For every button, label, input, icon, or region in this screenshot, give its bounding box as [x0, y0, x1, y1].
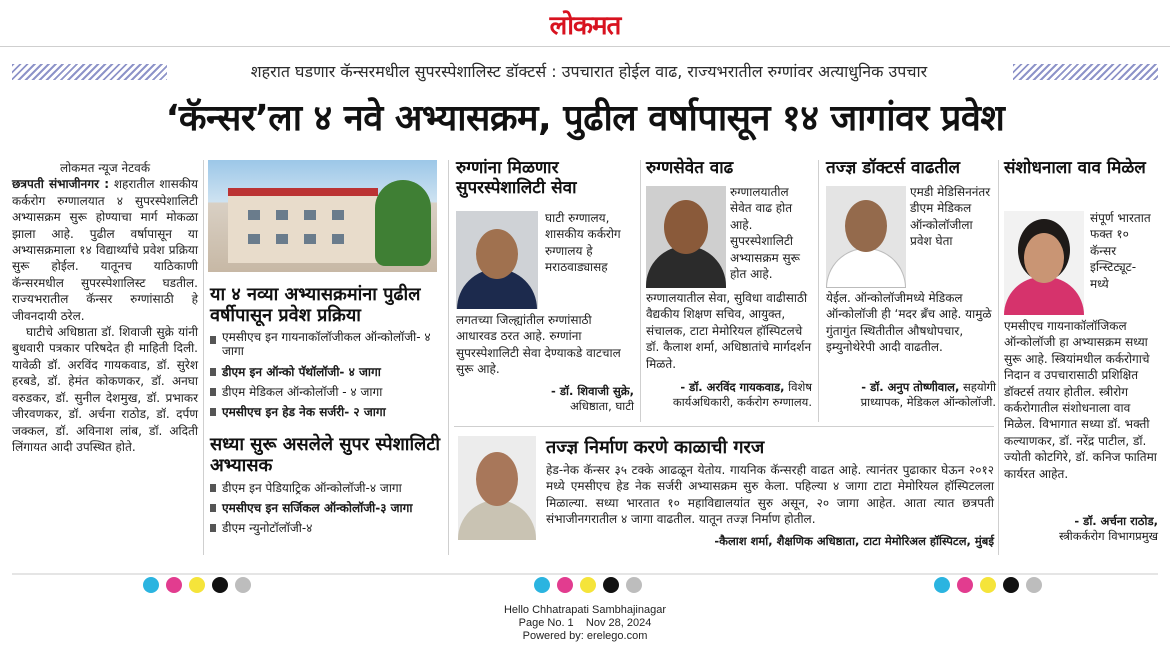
- col-b-heading: रुग्णसेवेत वाढ: [646, 158, 734, 178]
- yellow-swatch: [980, 577, 996, 593]
- lead-paragraph-1-text: शहरातील शासकीय कर्करोग रुग्णालयात ४ सुपरस्पेशालिटी अभ्यासक्रम सुरू होण्याचा मार्ग मोकळा झाला आहे. पुढील वर्षापासून या अभ्यासक्रमाला १४ विद्यार्थ्यांचे प्रवेश प्रक्रिया सुरू होईल. यातूनच याठिकाणी कॅन्सरमधील सुपरस्पेशालिस्ट घडतील. राज्यभरातील कॅन्सर रुग्णांसाठी हे जीवनदायी ठरेल.: [12, 177, 198, 323]
- face-shape: [476, 452, 518, 506]
- powered-by: Powered by: erelego.com: [522, 630, 648, 642]
- face-shape: [845, 200, 887, 252]
- page-date: Page No. 1 Nov 28, 2024: [518, 617, 652, 629]
- col-d-body: एमसीएच गायनाकॉलॉजिकल ऑन्कोलॉजी हा अभ्यासक्रम सध्या सुरू आहे. स्त्रियांमधील कर्करोगाचे निदान व उपचारासाठी प्रशिक्षित डॉक्टर्स तयार होतील. स्त्रीरोग कर्करोगातील संशोधनाला वाव मिळेल. विभागात सध्या डॉ. भक्ती कल्याणकर, डॉ. नरेंद्र पाटील, डॉ. ज्योती कोटगिरे, डॉ. कनिज फातिमा कार्यरत आहेत.: [1004, 319, 1157, 481]
- cyan-swatch: [934, 577, 950, 593]
- magenta-swatch: [957, 577, 973, 593]
- column-divider: [448, 160, 449, 555]
- cyan-swatch: [143, 577, 159, 593]
- col-d-credit-role: स्त्रीकर्करोग विभागप्रमुख: [1058, 529, 1158, 543]
- cyan-swatch: [534, 577, 550, 593]
- edition-name: Hello Chhatrapati Sambhajinagar: [503, 604, 667, 616]
- window: [304, 210, 316, 220]
- list-item: डीएम न्युनोटॉलॉजी-४: [210, 518, 444, 538]
- col-a-credit: [456, 384, 634, 414]
- col-d-credit-name: - डॉ. अर्चना राठोड,: [1074, 514, 1158, 528]
- hospital-building-photo: [208, 160, 437, 272]
- yellow-swatch: [189, 577, 205, 593]
- list-item: एमसीएच इन हेड नेक सर्जरी- २ जागा: [210, 402, 444, 422]
- list-item: एमसीएच इन गायनाकॉलॉजीकल ऑन्कोलॉजी- ४ जागा: [210, 330, 444, 362]
- list-item: डीएम इन ऑन्को पॅथॉलॉजी- ४ जागा: [210, 362, 444, 382]
- col-c-credit: [826, 380, 996, 410]
- magenta-swatch: [166, 577, 182, 593]
- window: [332, 210, 344, 220]
- kailash-sharma-photo: [458, 436, 536, 540]
- col-e-heading: तज्ज्ञ निर्माण करणे काळाची गरज: [546, 437, 765, 458]
- col-d-heading: संशोधनाला वाव मिळेल: [1004, 158, 1146, 178]
- gray-swatch: [235, 577, 251, 593]
- list-item: डीएम मेडिकल ऑन्कोलॉजी - ४ जागा: [210, 382, 444, 402]
- byline: लोकमत न्यूज नेटवर्क: [59, 161, 151, 175]
- col-a-body: लगतच्या जिल्ह्यांतील रुग्णांसाठी आधारवड ठरत आहे. रुग्णांना सुपरस्पेशालिटी सेवा देण्याकडे वाटचाल सुरू आहे.: [456, 313, 621, 377]
- column-divider: [640, 160, 641, 422]
- lead-paragraph-2: घाटीचे अधिष्ठाता डॉ. शिवाजी सुक्रे यांनी बुधवारी पत्रकार परिषदेत ही माहिती दिली. यावेळी डॉ. अरविंद गायकवाड, डॉ. सुरेश हरबडे, डॉ. हेमंत कोकणकर, डॉ. अनघा वरुडकर, डॉ. सुनील देशमुख, डॉ. प्रभाकर जीरवणकर, डॉ. अर्चना राठोड, डॉ. दर्पण जक्कल, डॉ. अविनाश लांब, डॉ. अदिती लिंगायत आदी उपस्थित होते.: [12, 325, 198, 454]
- lead-story: [12, 160, 198, 455]
- col-b-credit-name: - डॉ. अरविंद गायकवाड,: [680, 380, 785, 394]
- color-swatches-right: [934, 577, 1042, 591]
- window: [248, 210, 260, 220]
- list-item: डीएम इन पेडियाट्रिक ऑन्कोलॉजी-४ जागा: [210, 478, 444, 498]
- list-item: एमसीएच इन सर्जिकल ऑन्कोलॉजी-३ जागा: [210, 498, 444, 518]
- coat-shape: [826, 248, 906, 288]
- column-divider: [818, 160, 819, 422]
- decorative-hatch-left: [12, 64, 167, 80]
- new-courses-list: [210, 330, 444, 422]
- masthead-divider: [0, 46, 1170, 47]
- window: [332, 234, 344, 244]
- kicker: शहरात घडणार कॅन्सरमधील सुपरस्पेशालिस्ट डॉक्टर्स : उपचारात होईल वाढ, राज्यभरातील रुग्णांवर अत्याधुनिक उपचार: [250, 62, 928, 81]
- col-a-side-text: घाटी रुग्णालय, शासकीय कर्करोग रुग्णालय हे मराठवाड्यासह: [545, 211, 621, 275]
- window: [276, 234, 288, 244]
- col-d-credit: [1004, 514, 1158, 544]
- magenta-swatch: [557, 577, 573, 593]
- window: [304, 234, 316, 244]
- col-b-body: रुग्णालयातील सेवा, सुविधा वाढीसाठी वैद्यकीय शिक्षण सचिव, आयुक्त, संचालक, टाटा मेमोरियल हॉस्पिटलचे डॉ. कैलाश शर्मा, अधिष्ठातांचे मार्गदर्शन मिळते.: [646, 291, 812, 371]
- col-e-body: हेड-नेक कॅन्सर ३५ टक्के आढळून येतोय. गायनिक कॅन्सरही वाढत आहे. त्यानंतर पुढाकार घेऊन २०१२ मध्ये एमसीएच हेड नेक सर्जरी अभ्यासक्रम सुरु केला. पहिल्या ४ जागा टाटा मेमोरियल हॉस्पिटलला मिळाल्या. सध्या भारतात १० महाविद्यालयांत सुरु असून, २० जागा आहेत. आता त्यात छत्रपती संभाजीनगरातील ४ जागा वाढतील. यातून तज्ज्ञ निर्माण होतील.: [546, 463, 994, 527]
- decorative-hatch-right: [1013, 64, 1158, 80]
- col-c-credit-role: सहयोगी प्राध्यापक, मेडिकल ऑन्कोलॉजी.: [860, 380, 996, 409]
- col-a-heading: रुग्णांना मिळणार सुपरस्पेशालिटी सेवा: [456, 158, 577, 198]
- registration-line: [12, 573, 1158, 575]
- section-divider: [454, 426, 994, 427]
- current-courses-list: [210, 478, 444, 538]
- kicker-row: [12, 58, 1158, 86]
- col-b-side-text: रुग्णालयातील सेवेत वाढ होत आहे. सुपरस्पेशालिटी अभ्यासक्रम सुरू होत आहे.: [730, 185, 800, 282]
- col-a-credit-role: अधिष्ठाता, घाटी: [570, 399, 634, 413]
- col-b-credit: [646, 380, 812, 410]
- dateline: छत्रपती संभाजीनगर :: [12, 177, 109, 192]
- col-e-credit: -कैलाश शर्मा, शैक्षणिक अधिष्ठाता, टाटा मेमोरिअल हॉस्पिटल, मुंबई: [714, 534, 994, 548]
- window: [276, 210, 288, 220]
- color-swatches-center: [534, 577, 642, 591]
- headline: ‘कॅन्सर’ला ४ नवे अभ्यासक्रम, पुढील वर्षापासून १४ जागांवर प्रवेश: [165, 98, 1005, 139]
- column-divider: [203, 160, 204, 555]
- building-shape: [228, 188, 378, 263]
- yellow-swatch: [580, 577, 596, 593]
- suit-shape: [458, 500, 536, 540]
- black-swatch: [212, 577, 228, 593]
- dr-archana-rathod-photo: [1004, 211, 1084, 315]
- color-swatches-left: [143, 577, 251, 591]
- col-c-heading: तज्ज्ञ डॉक्टर्स वाढतील: [826, 158, 961, 178]
- new-courses-heading: या ४ नव्या अभ्यासक्रमांना पुढील वर्षीपासून प्रवेश प्रक्रिया: [210, 284, 421, 326]
- gray-swatch: [626, 577, 642, 593]
- col-a-credit-name: - डॉ. शिवाजी सुक्रे,: [551, 384, 634, 398]
- dr-anup-toshniwal-photo: [826, 186, 906, 288]
- black-swatch: [1003, 577, 1019, 593]
- face-shape: [476, 229, 518, 279]
- lead-paragraph-1: [12, 176, 198, 324]
- col-c-side-text: एमडी मेडिसिननंतर डीएम मेडिकल ऑन्कोलॉजीला प्रवेश घेता: [910, 185, 991, 249]
- black-swatch: [603, 577, 619, 593]
- window: [248, 234, 260, 244]
- face-shape: [1024, 233, 1064, 283]
- masthead: [0, 0, 1170, 44]
- face-shape: [664, 200, 708, 254]
- col-c-credit-name: - डॉ. अनुप तोष्णीवाल,: [861, 380, 960, 394]
- col-b-credit-role: विशेष कार्यअधिकारी, कर्करोग रुग्णालय.: [672, 380, 812, 409]
- col-c-body: येईल. ऑन्कोलॉजीमध्ये मेडिकल ऑन्कोलॉजी ही ‘मदर ब्रँच आहे. यामुळे गुंतागुंत स्थितीतील औषधोपचार, इम्युनोथेरेपी आदी वाढतील.: [826, 291, 992, 355]
- column-divider: [998, 160, 999, 555]
- tree: [375, 180, 431, 266]
- lokmat-logo: लोकमत: [549, 11, 621, 41]
- dr-arvind-gaikwad-photo: [646, 186, 726, 288]
- gray-swatch: [1026, 577, 1042, 593]
- page-footer: [0, 604, 1170, 643]
- current-courses-heading: सध्या सुरू असलेले सुपर स्पेशालिटी अभ्यासक: [210, 434, 441, 476]
- col-d-side-text: संपूर्ण भारतात फक्त १० कॅन्सर इन्स्टिट्यूट- मध्ये: [1090, 211, 1151, 291]
- dr-shivaji-sukre-photo: [456, 211, 538, 309]
